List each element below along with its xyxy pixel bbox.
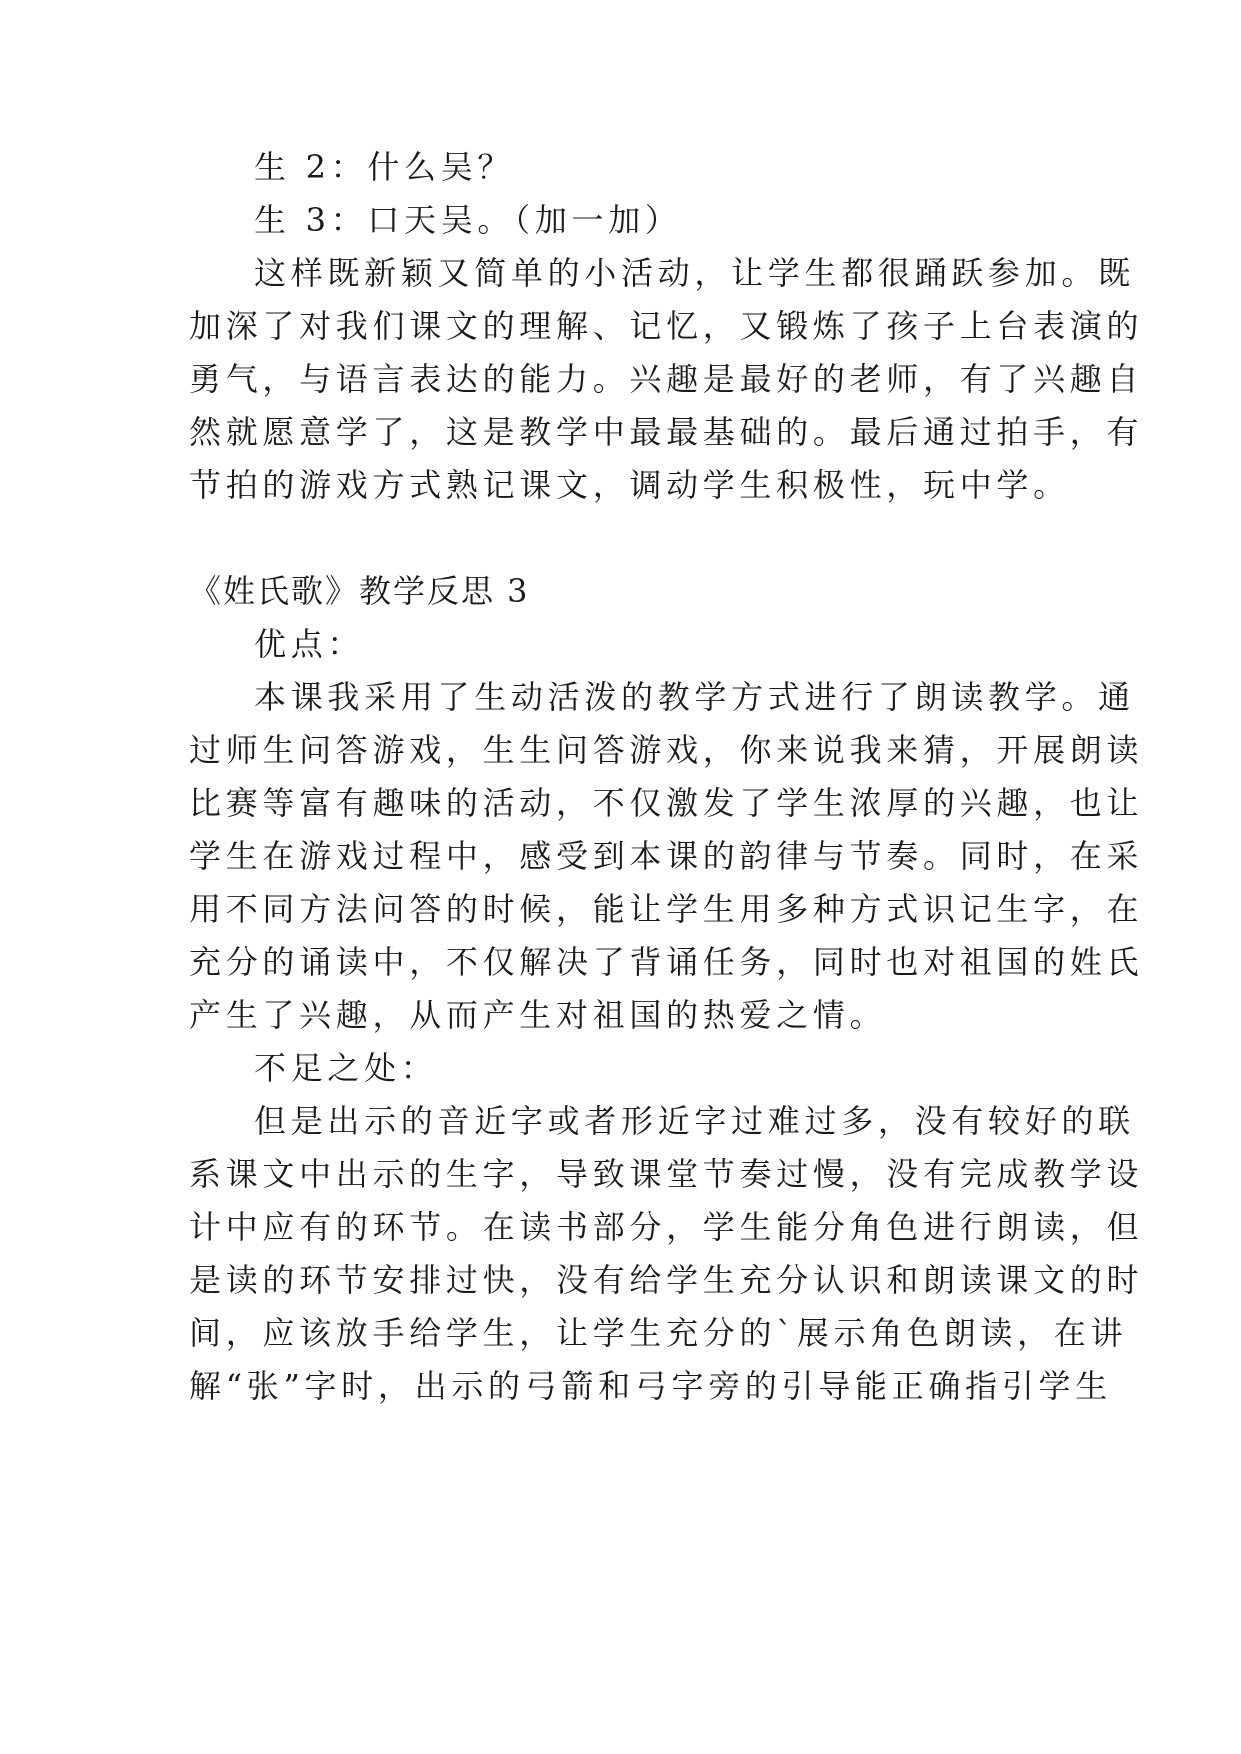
paragraph-line: 是读的环节安排过快，没有给学生充分认识和朗读课文的时 bbox=[189, 1261, 1144, 1299]
section-heading: 《姓氏歌》教学反思 3 bbox=[189, 572, 530, 610]
paragraph-line: 本课我采用了生动活泼的教学方式进行了朗读教学。通 bbox=[254, 678, 1135, 716]
subheading-strengths: 优点： bbox=[254, 625, 365, 663]
paragraph-line: 节拍的游戏方式熟记课文，调动学生积极性，玩中学。 bbox=[189, 466, 1070, 504]
paragraph-line: 解“张”字时，出示的弓箭和弓字旁的引导能正确指引学生 bbox=[189, 1367, 1112, 1405]
paragraph-line: 计中应有的环节。在读书部分，学生能分角色进行朗读，但 bbox=[189, 1208, 1144, 1246]
paragraph-line: 学生在游戏过程中，感受到本课的韵律与节奏。同时，在采 bbox=[189, 837, 1144, 875]
paragraph-line: 过师生问答游戏，生生问答游戏，你来说我来猜，开展朗读 bbox=[189, 731, 1144, 769]
paragraph-line: 充分的诵读中，不仅解决了背诵任务，同时也对祖国的姓氏 bbox=[189, 943, 1144, 981]
dialogue-line-student-3: 生 3：口天吴。（加一加） bbox=[254, 201, 682, 239]
paragraph-line: 间，应该放手给学生，让学生充分的`展示角色朗读，在讲 bbox=[189, 1314, 1128, 1352]
paragraph-line: 然就愿意学了，这是教学中最最基础的。最后通过拍手，有 bbox=[189, 413, 1144, 451]
paragraph-line: 产生了兴趣，从而产生对祖国的热爱之情。 bbox=[189, 996, 887, 1034]
paragraph-line: 勇气，与语言表达的能力。兴趣是最好的老师，有了兴趣自 bbox=[189, 360, 1144, 398]
subheading-shortcomings: 不足之处： bbox=[254, 1049, 438, 1087]
dialogue-line-student-2: 生 2：什么吴？ bbox=[254, 148, 515, 186]
paragraph-line: 这样既新颖又简单的小活动，让学生都很踊跃参加。既 bbox=[254, 254, 1135, 292]
paragraph-line: 加深了对我们课文的理解、记忆，又锻炼了孩子上台表演的 bbox=[189, 307, 1144, 345]
paragraph-line: 用不同方法问答的时候，能让学生用多种方式识记生字，在 bbox=[189, 890, 1144, 928]
paragraph-line: 系课文中出示的生字，导致课堂节奏过慢，没有完成教学设 bbox=[189, 1155, 1144, 1193]
paragraph-line: 但是出示的音近字或者形近字过难过多，没有较好的联 bbox=[254, 1102, 1135, 1140]
paragraph-line: 比赛等富有趣味的活动，不仅激发了学生浓厚的兴趣，也让 bbox=[189, 784, 1144, 822]
